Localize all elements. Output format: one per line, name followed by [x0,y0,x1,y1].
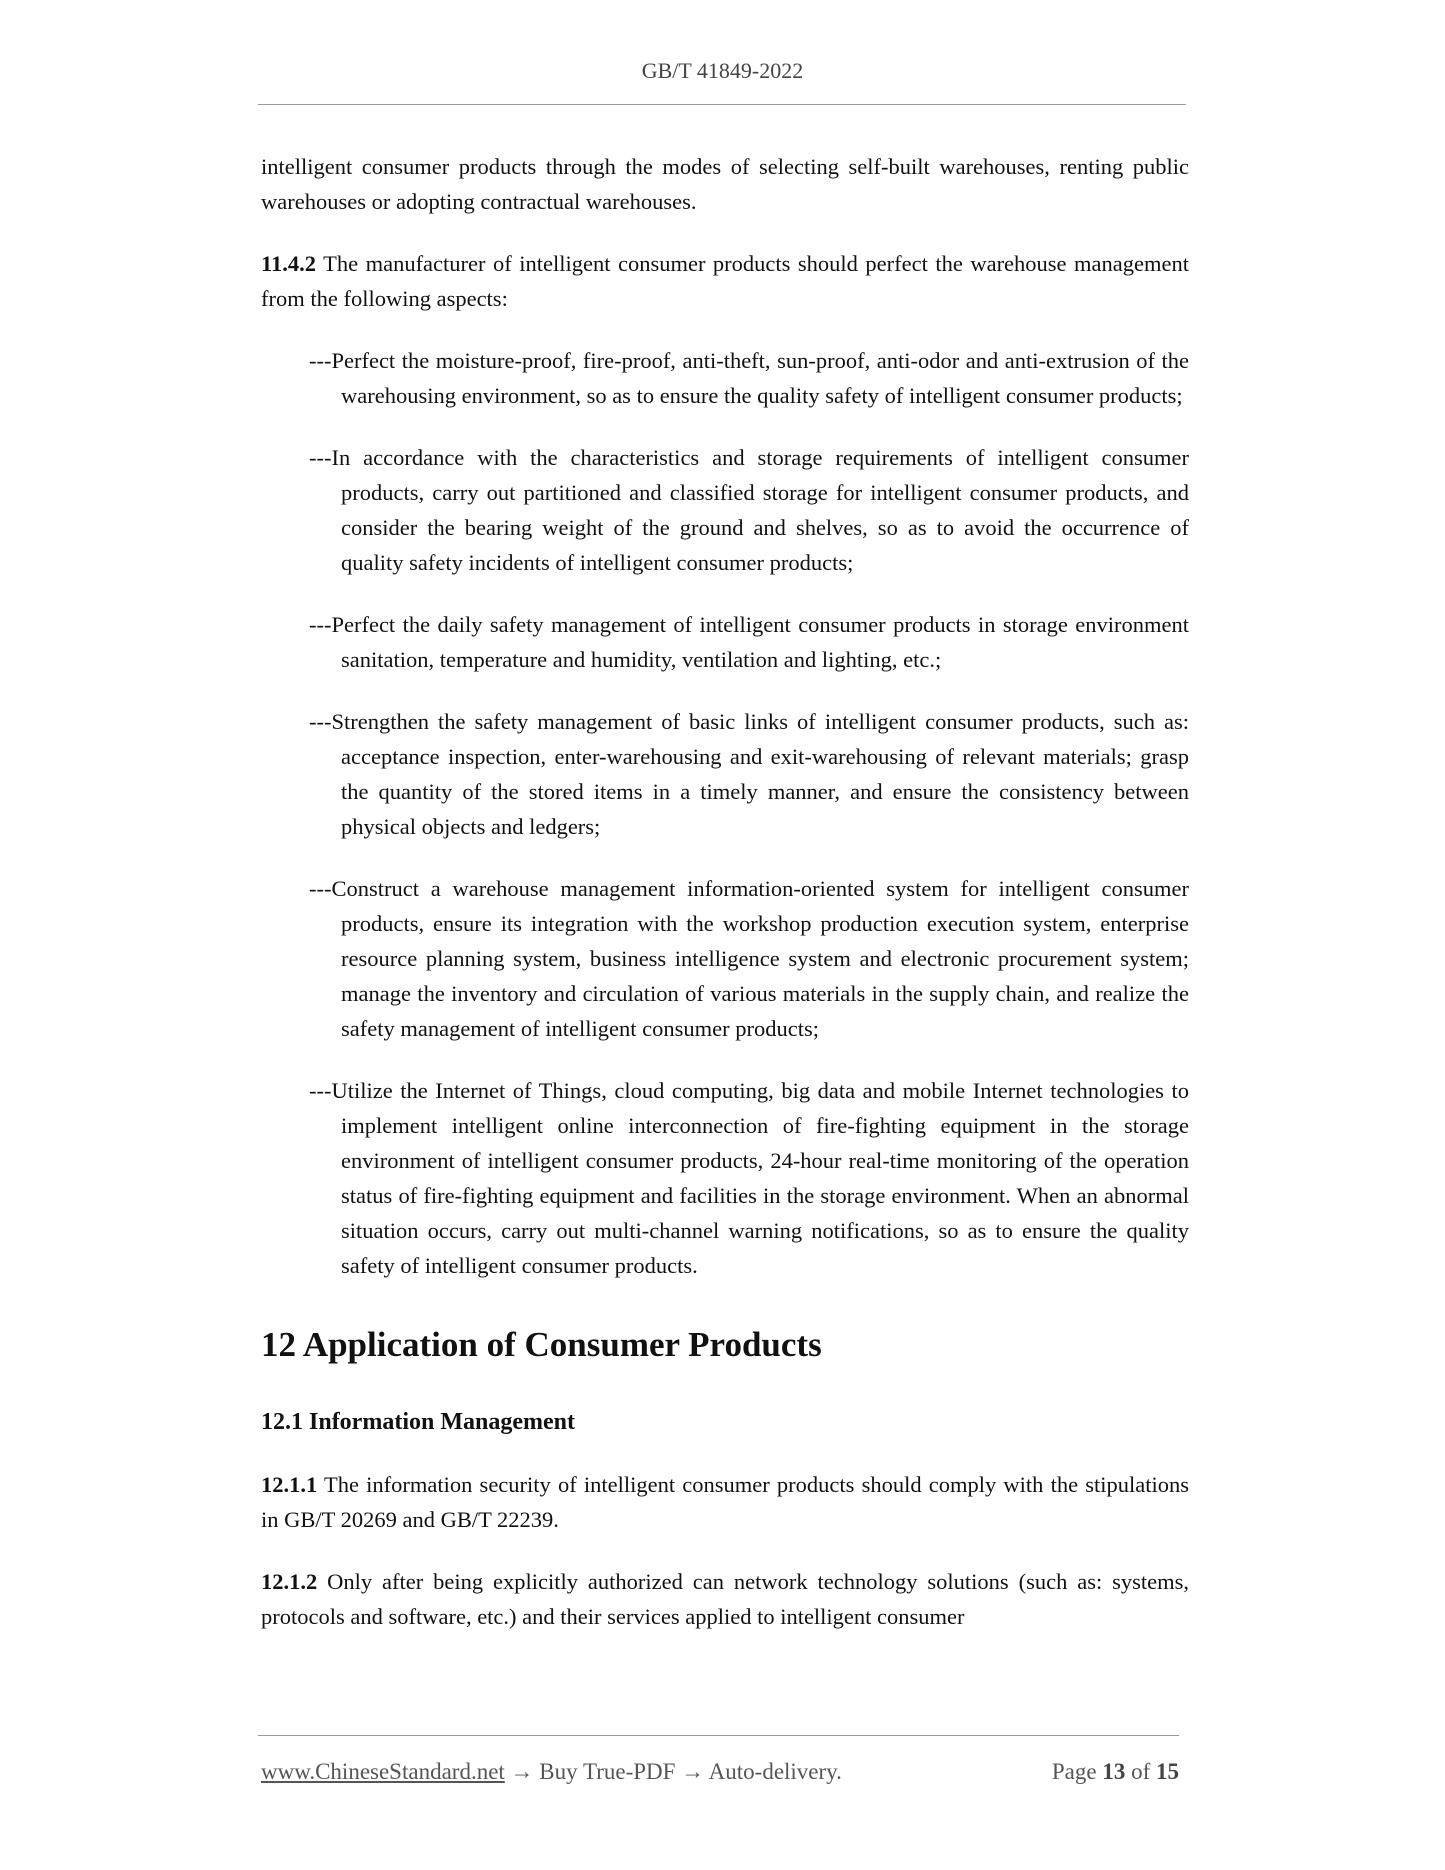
clause-12-1-2 [261,1564,1189,1634]
dash-item: ---Perfect the daily safety management of intelligent consumer products in storage environment sanitation, temperature and humidity, ventilation and lighting, etc.; [309,612,1189,672]
clause-12-1-1 [261,1467,1189,1537]
clause-text: The manufacturer of intelligent consumer products should perfect the warehouse management from the following aspects: [261,251,1189,311]
section-12-1-heading: 12.1 Information Management [261,1409,575,1435]
dash-item: ---Perfect the moisture-proof, fire-proof, anti-theft, sun-proof, anti-odor and anti-extrusion of the warehousing environment, so as to ensure the quality safety of intelligent consumer products; [309,348,1189,408]
section-12-heading: 12 Application of Consumer Products [261,1325,822,1364]
clause-number: 12.1.2 [261,1569,318,1594]
footer-divider [258,1735,1179,1736]
standard-id: GB/T 41849-2022 [641,58,804,83]
clause-text: Only after being explicitly authorized can network technology solutions (such as: systems, protocols and software, etc.) and their services applied to intelligent consumer [261,1569,1189,1629]
page-of: of [1131,1759,1151,1784]
dash-item: ---Construct a warehouse management information-oriented system for intelligent consumer products, ensure its integration with the workshop production execution system, enterprise resource planning system, business intelligence system and electronic procurement system; manage the inventory and circulation of various materials in the supply chain, and realize the safety management of intelligent consumer products; [309,876,1189,1041]
intro-paragraph: intelligent consumer products through the modes of selecting self-built warehouses, renting public warehouses or adopting contractual warehouses. [261,154,1189,214]
page-total: 15 [1156,1759,1179,1784]
document-header [258,58,1187,84]
dash-item: ---Strengthen the safety management of basic links of intelligent consumer products, such as: acceptance inspection, enter-warehousing and exit-warehousing of relevant materials; grasp the quantity of the stored items in a timely manner, and ensure the consistency between physical objects and ledgers; [309,709,1189,839]
dash-item: ---In accordance with the characteristics and storage requirements of intelligent consumer products, carry out partitioned and classified storage for intelligent consumer products, and consider the bearing weight of the ground and shelves, so as to avoid the occurrence of quality safety incidents of intelligent consumer products; [309,445,1189,575]
page-word: Page [1051,1759,1097,1784]
clause-number: 12.1.1 [261,1472,318,1497]
site-link[interactable]: www.ChineseStandard.net [261,1759,505,1784]
clause-text: The information security of intelligent consumer products should comply with the stipulations in GB/T 20269 and GB/T 22239. [261,1472,1189,1532]
footer-promo: → Buy True-PDF → Auto-delivery. [504,1759,842,1784]
clause-11-4-2 [261,246,1189,316]
page-indicator [1052,1757,1179,1787]
header-divider [258,104,1186,105]
dash-item: ---Utilize the Internet of Things, cloud computing, big data and mobile Internet technologies to implement intelligent online interconnection of fire-fighting equipment in the storage environment of intelligent consumer products, 24-hour real-time monitoring of the operation status of fire-fighting equipment and facilities in the storage environment. When an abnormal situation occurs, carry out multi-channel warning notifications, so as to ensure the quality safety of intelligent consumer products. [309,1078,1189,1278]
page-current: 13 [1102,1759,1126,1784]
document-footer [261,1757,1179,1787]
page-content [261,149,1189,1661]
clause-number: 11.4.2 [261,251,317,276]
